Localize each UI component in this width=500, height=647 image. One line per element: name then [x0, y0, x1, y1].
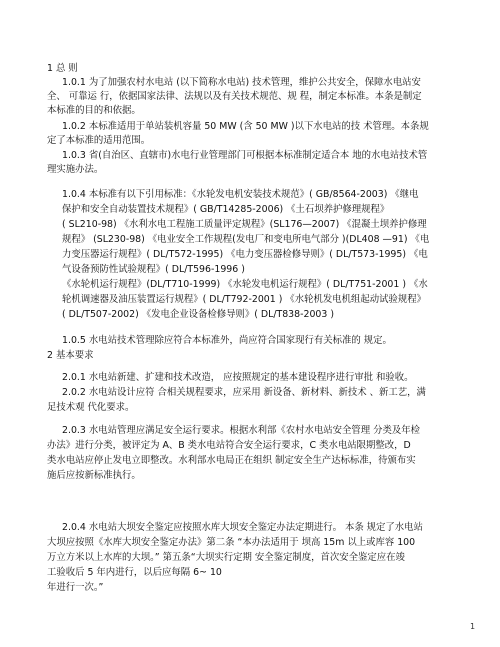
text-line-content: 1.0.5 水电站技术管理除应符合本标准外，尚应符合国家现行有关标准的 规定。: [62, 335, 392, 346]
text-line: [47, 454, 500, 467]
text-line-content: 力变压器运行规程》( DL/T572-1995) 《电力变压器检修导则》( DL/T573-1995) 《电: [62, 249, 428, 260]
text-line: [47, 536, 500, 549]
text-line: [47, 401, 500, 414]
text-line-content: 2.0.3 水电站管理应满足安全运行要求。根据水利部《农村水电站安全管理 分类及年检: [62, 425, 420, 436]
text-line-content: 气设备预防性试验规程》( DL/T596-1996 ): [62, 264, 245, 275]
text-line-content: 1.0.2 本标准适用于单站装机容量 50 MW (含 50 MW )以下水电站的技 术管理。本条规: [62, 121, 429, 132]
text-line-content: 2 基本要求: [47, 350, 94, 361]
text-line: [47, 163, 500, 176]
text-line-content: 本标准的目的和依据。: [47, 105, 141, 116]
text-line: [47, 581, 500, 594]
text-line: [62, 308, 500, 321]
text-line: [62, 76, 500, 89]
text-line: [62, 293, 500, 306]
text-line-content: 万立方米以上水库的大坝。” 第五条“大坝实行定期 安全鉴定制度，首次安全鉴定应在竣: [47, 552, 405, 563]
text-line-content: 全、 可靠运 行，依据国家法律、法规以及有关技术规范、规 程，制定本标准。本条是制定: [47, 91, 422, 102]
text-line-content: 1.0.3 省(自治区、直辖市)水电行业管理部门可根据本标准制定适合本 地的水电站技术管: [62, 150, 428, 161]
text-line-content: 年进行一次。”: [47, 582, 104, 593]
text-line-content: 保护和安全自动装置技术规程》( GB/T14285-2006) 《土石坝养护修理规程》: [62, 204, 390, 215]
text-line: [62, 263, 500, 276]
text-line-content: 2.0.1 水电站新建、扩建和技术改造， 应按照规定的基本建设程序进行审批 和验收。: [62, 372, 414, 383]
text-line-content: ( DL/T507-2002) 《发电企业设备检修导则》( DL/T838-2003 ): [62, 309, 334, 320]
text-line: [47, 62, 500, 75]
text-line-content: 轮机调速器及油压装置运行规程》( DL/T792-2001 ) 《水轮机发电机组起动试验规程》: [62, 294, 426, 305]
text-line-content: 工验收后 5 年内进行，以后应每隔 6~ 10: [47, 567, 222, 578]
text-line: [47, 439, 500, 452]
text-line: [47, 104, 500, 117]
text-line: [62, 233, 500, 246]
text-line-content: 类水电站应停止发电立即整改。水利部水电局正在组织 制定安全生产达标标准，待颁布实: [47, 455, 416, 466]
text-line-content: 1.0.1 为了加强农村水电站 (以下简称水电站) 技术管理，维护公共安全，保障水电站安: [62, 77, 421, 88]
text-line: [47, 90, 500, 103]
text-line-content: 2.0.2 水电站设计应符 合相关规程要求，应采用 新设备、新材料、新技术 、新工艺，满: [62, 387, 426, 398]
text-line-content: 规程》 (SL230-98) 《电业安全工作规程(发电厂和变电所电气部分 )(DL408 —91) 《电: [62, 234, 430, 245]
text-line-content: 施后应按新标准执行。: [47, 470, 141, 481]
text-line: [62, 149, 500, 162]
text-line-content: 2.0.4 水电站大坝安全鉴定应按照水库大坝安全鉴定办法定期进行。 本条 规定了水电站: [62, 522, 423, 533]
text-line-content: 1 总 则: [47, 63, 78, 74]
text-line-content: 1.0.4 本标准有以下引用标准：《水轮发电机安装技术规范》( GB/8564-2003) 《继电: [62, 189, 419, 200]
page-number: 1: [470, 622, 476, 631]
text-line-content: 定了本标准的适用范围。: [47, 135, 151, 146]
text-line-content: ( SL210-98) 《水利水电工程施工质量评定规程》(SL176—2007) 《混凝土坝养护修理: [62, 219, 427, 230]
text-line: [47, 551, 500, 564]
text-line-content: 足技术观 代化要求。: [47, 402, 135, 413]
text-line: [47, 469, 500, 482]
text-line: [62, 248, 500, 261]
text-line: [62, 278, 500, 291]
text-line-content: 《水轮机运行规程》(DL/T710-1999) 《水轮发电机运行规程》( DL/T751-2001 ) 《水: [62, 279, 428, 290]
text-line: [62, 521, 500, 534]
text-line: [62, 424, 500, 437]
text-line-content: 大坝应按照《水库大坝安全鉴定办法》第二条 “本办法适用于 坝高 15m 以上或库容 100: [47, 537, 416, 548]
text-line: [62, 386, 500, 399]
text-line-content: 办法》进行分类，被评定为 A、B 类水电站符合安全运行要求，C 类水电站限期整改，D: [47, 440, 411, 451]
text-line: [62, 120, 500, 133]
text-line: [62, 188, 500, 201]
text-line: [62, 334, 500, 347]
text-line: [62, 218, 500, 231]
text-line-content: 理实施办法。: [47, 164, 104, 175]
text-line: [47, 566, 500, 579]
text-line: [62, 203, 500, 216]
text-line: [47, 134, 500, 147]
text-line: [62, 371, 500, 384]
text-line: [47, 349, 500, 362]
